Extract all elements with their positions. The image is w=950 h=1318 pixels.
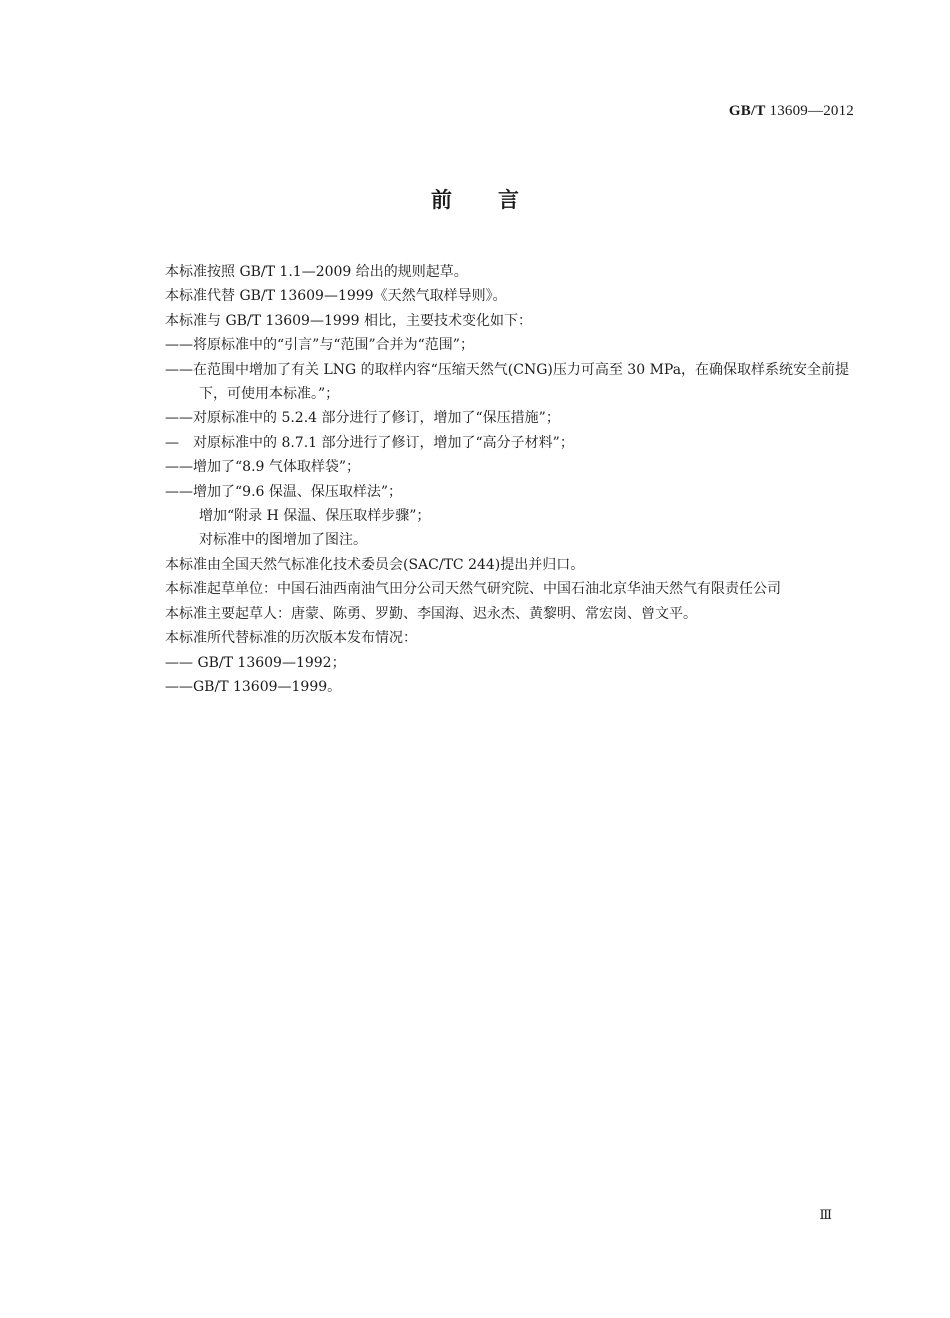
paragraph-drafting-rules: 本标准按照 GB/T 1.1—2009 给出的规则起草。 xyxy=(165,264,468,280)
history-item: —— GB/T 13609—1992； xyxy=(165,654,346,671)
paragraph-changes-intro: 本标准与 GB/T 13609—1999 相比，主要技术变化如下： xyxy=(165,312,533,329)
page-number: Ⅲ xyxy=(819,1207,832,1222)
page-title: 前言 xyxy=(431,188,565,212)
standard-code xyxy=(729,103,854,120)
paragraph-proposed-by: 本标准由全国天然气标准化技术委员会(SAC/TC 244)提出并归口。 xyxy=(165,556,585,573)
change-item: ——在范围中增加了有关 LNG 的取样内容“压缩天然气(CNG)压力可高至 30 MPa，在确保取样系统安全前提下，可使用本标准。”； xyxy=(165,361,850,403)
history-item: ——GB/T 13609—1999。 xyxy=(165,678,342,695)
paragraph-replaces: 本标准代替 GB/T 13609—1999《天然气取样导则》。 xyxy=(165,288,507,305)
standard-number: 13609—2012 xyxy=(769,103,854,119)
standard-prefix: GB/T xyxy=(728,103,766,119)
change-item: ——对原标准中的 5.2.4 部分进行了修订，增加了“保压措施”； xyxy=(165,410,560,427)
change-item-continued: 对标准中的图增加了图注。 xyxy=(199,532,367,549)
change-item-continued: 增加“附录 H 保温、保压取样步骤”； xyxy=(199,508,431,525)
foreword-body xyxy=(132,260,854,699)
change-item: ——增加了“9.6 保温、保压取样法”； xyxy=(165,483,403,500)
change-item: ——增加了“8.9 气体取样袋”； xyxy=(165,459,361,476)
paragraph-history-intro: 本标准所代替标准的历次版本发布情况： xyxy=(165,630,417,647)
paragraph-drafting-units: 本标准起草单位：中国石油西南油气田分公司天然气研究院、中国石油北京华油天然气有限责任公司 xyxy=(165,581,781,598)
change-item: — 对原标准中的 8.7.1 部分进行了修订，增加了“高分子材料”； xyxy=(165,434,574,451)
paragraph-drafters: 本标准主要起草人：唐蒙、陈勇、罗勤、李国海、迟永杰、黄黎明、常宏岗、曾文平。 xyxy=(165,605,697,622)
change-item: ——将原标准中的“引言”与“范围”合并为“范围”； xyxy=(165,337,474,354)
